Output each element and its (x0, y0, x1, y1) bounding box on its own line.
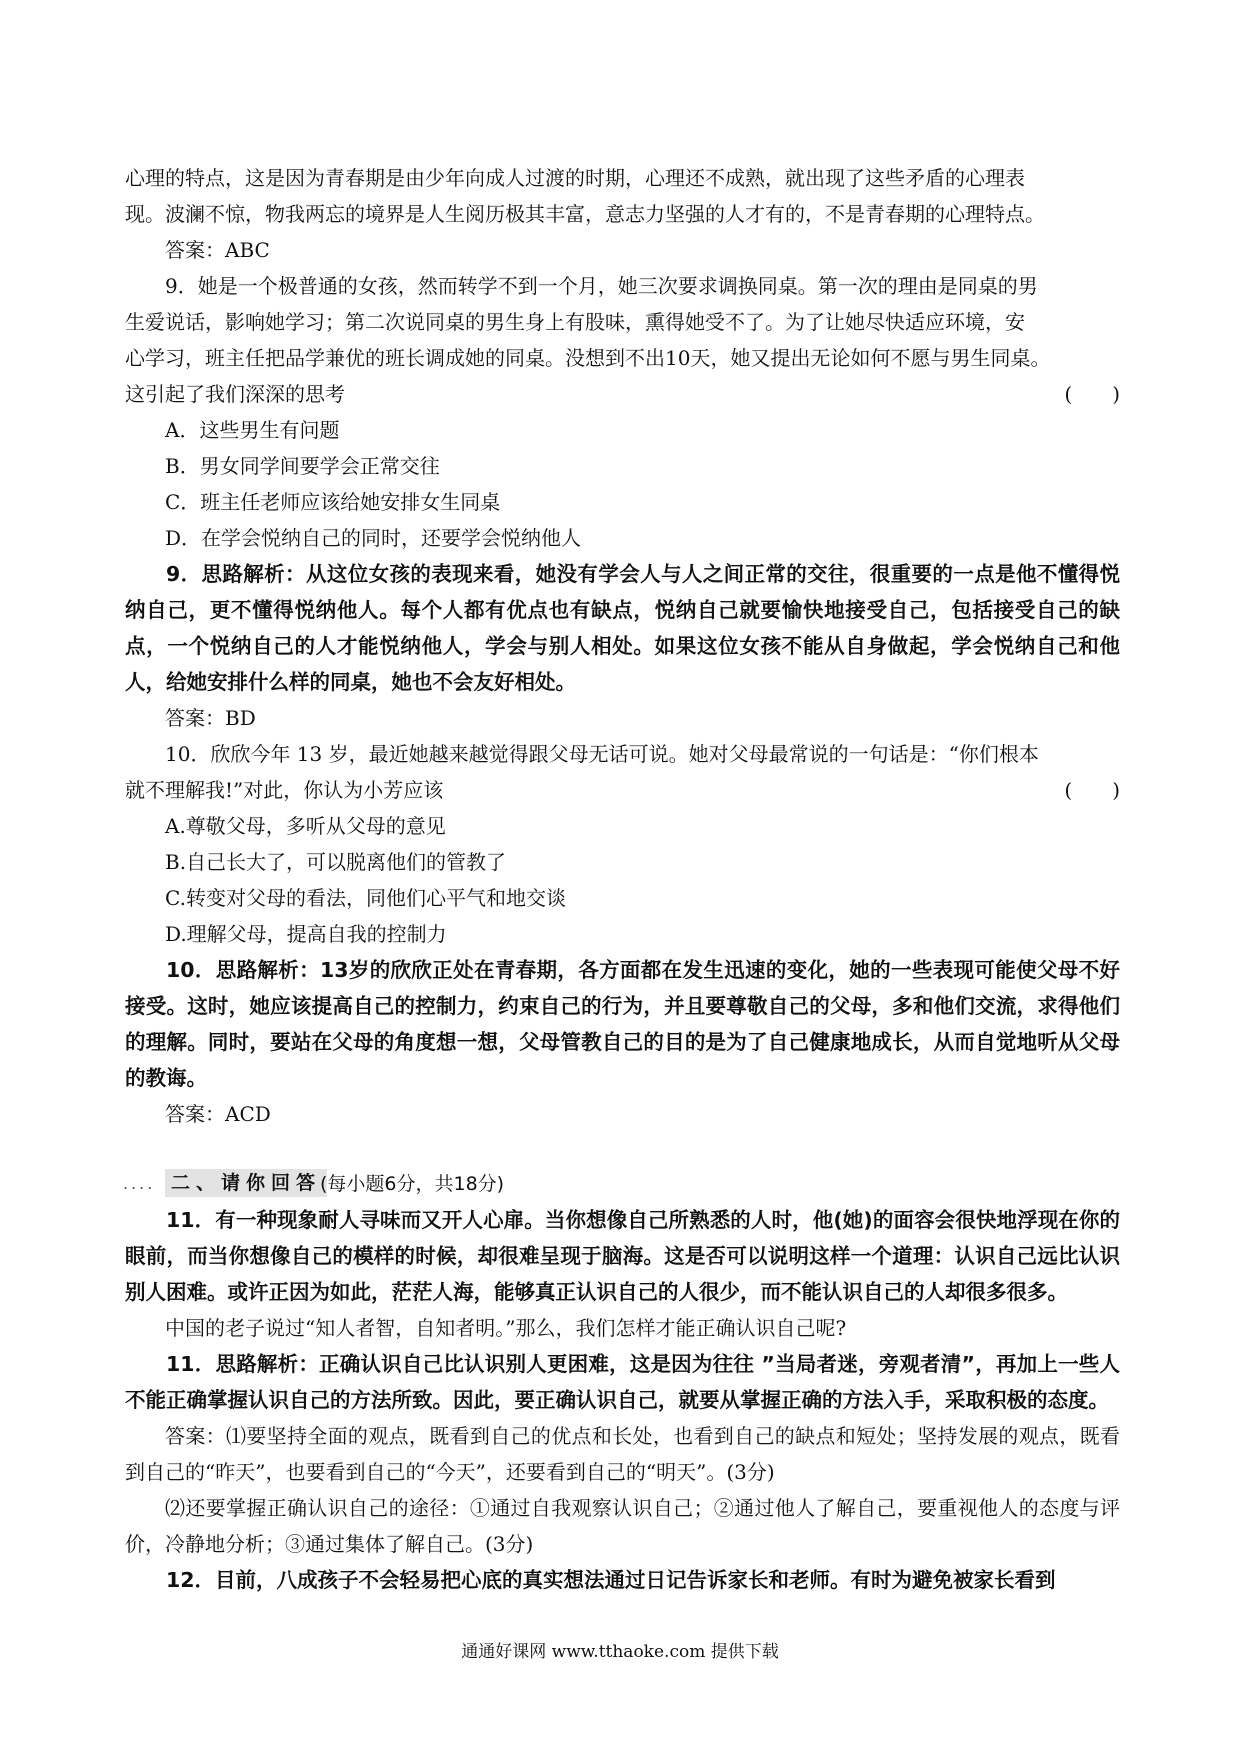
q9-stem-line: 9．她是一个极普通的女孩，然而转学不到一个月，她三次要求调换同桌。第一次的理由是同桌的男 (165, 274, 1038, 298)
q10-option-a: A.尊敬父母，多听从父母的意见 (165, 814, 446, 838)
section-score-note: (每小题6分，共18分) (320, 1173, 505, 1195)
q9-option-d: D．在学会悦纳自己的同时，还要学会悦纳他人 (165, 526, 582, 550)
text-line: 现。波澜不惊，物我两忘的境界是人生阅历极其丰富，意志力坚强的人才有的，不是青春期的心理特点。 (125, 202, 1045, 226)
leader-dots: .... (123, 1174, 156, 1193)
q9-answer: 答案：BD (165, 706, 256, 730)
spacer (125, 1132, 1120, 1166)
q10-answer: 答案：ACD (165, 1102, 271, 1126)
section-heading-row (125, 1166, 1120, 1202)
q12-stem: 12．目前，八成孩子不会轻易把心底的真实想法通过日记告诉家长和老师。有时为避免被家长看到 (166, 1568, 1056, 1592)
q11-analysis: 11．思路解析：正确认识自己比认识别人更困难，这是因为往往 ”当局者迷，旁观者清”，再加上一些人不能正确掌握认识自己的方法所致。因此，要正确认识自己，就要从掌握正确的方法入手，采取积极的态度。 (125, 1352, 1120, 1412)
q10-stem-line (125, 772, 1120, 808)
q10-answer-blank: ( ) (1064, 778, 1120, 802)
q11-question: 中国的老子说过“知人者智，自知者明。”那么，我们怎样才能正确认识自己呢? (165, 1316, 847, 1340)
q11-answer-part2: ⑵还要掌握正确认识自己的途径：①通过自我观察认识自己；②通过他人了解自己，要重视他人的态度与评价，冷静地分析；③通过集体了解自己。(3分) (125, 1496, 1120, 1556)
q10-option-d: D.理解父母，提高自我的控制力 (165, 922, 447, 946)
q9-stem-line (125, 376, 1120, 412)
q10-option-c: C.转变对父母的看法，同他们心平气和地交谈 (165, 886, 566, 910)
q10-option-b: B.自己长大了，可以脱离他们的管教了 (165, 850, 507, 874)
page-content (125, 160, 1120, 1598)
q9-analysis: 9．思路解析：从这位女孩的表现来看，她没有学会人与人之间正常的交往，很重要的一点是他不懂得悦纳自己，更不懂得悦纳他人。每个人都有优点也有缺点，悦纳自己就要愉快地接受自己，包括接受自己的缺点，一个悦纳自己的人才能悦纳他人，学会与别人相处。如果这位女孩不能从自身做起，学会悦纳自己和他人，给她安排什么样的同桌，她也不会友好相处。 (125, 562, 1120, 694)
q9-option-b: B．男女同学间要学会正常交往 (165, 454, 440, 478)
q11-stem: 11．有一种现象耐人寻味而又开人心扉。当你想像自己所熟悉的人时，他(她)的面容会很快地浮现在你的眼前，而当你想像自己的模样的时候，却很难呈现于脑海。这是否可以说明这样一个道理：认识自己远比认识别人困难。或许正因为如此，茫茫人海，能够真正认识自己的人很少，而不能认识自己的人却很多很多。 (125, 1208, 1120, 1304)
q9-stem-line: 生爱说话，影响她学习；第二次说同桌的男生身上有股味，熏得她受不了。为了让她尽快适应环境，安 (125, 310, 1025, 334)
q11-answer-part1: 答案：⑴要坚持全面的观点，既看到自己的优点和长处，也看到自己的缺点和短处；坚持发展的观点，既看到自己的“昨天”，也要看到自己的“今天”，还要看到自己的“明天”。(3分) (125, 1424, 1120, 1484)
q9-option-c: C．班主任老师应该给她安排女生同桌 (165, 490, 501, 514)
q9-stem-line: 心学习，班主任把品学兼优的班长调成她的同桌。没想到不出10天，她又提出无论如何不愿与男生同桌。 (125, 346, 1051, 370)
q9-stem-end: 这引起了我们深深的思考 (125, 382, 345, 406)
q10-stem-end: 就不理解我!”对此，你认为小芳应该 (125, 778, 444, 802)
text-line: 心理的特点，这是因为青春期是由少年向成人过渡的时期，心理还不成熟，就出现了这些矛盾的心理表 (125, 166, 1025, 190)
q9-answer-blank: ( ) (1064, 382, 1120, 406)
q9-option-a: A．这些男生有问题 (165, 418, 340, 442)
q8-answer: 答案：ABC (165, 238, 270, 262)
section-title: 二、请你回答 (165, 1169, 327, 1197)
q10-analysis: 10．思路解析：13岁的欣欣正处在青春期，各方面都在发生迅速的变化，她的一些表现可能使父母不好接受。这时，她应该提高自己的控制力，约束自己的行为，并且要尊敬自己的父母，多和他们交流，求得他们的理解。同时，要站在父母的角度想一想，父母管教自己的目的是为了自己健康地成长，从而自觉地听从父母的教诲。 (125, 958, 1120, 1090)
q10-stem-line: 10．欣欣今年 13 岁，最近她越来越觉得跟父母无话可说。她对父母最常说的一句话是：“你们根本 (165, 742, 1039, 766)
page-footer: 通通好课网 www.tthaoke.com 提供下载 (461, 1642, 779, 1662)
